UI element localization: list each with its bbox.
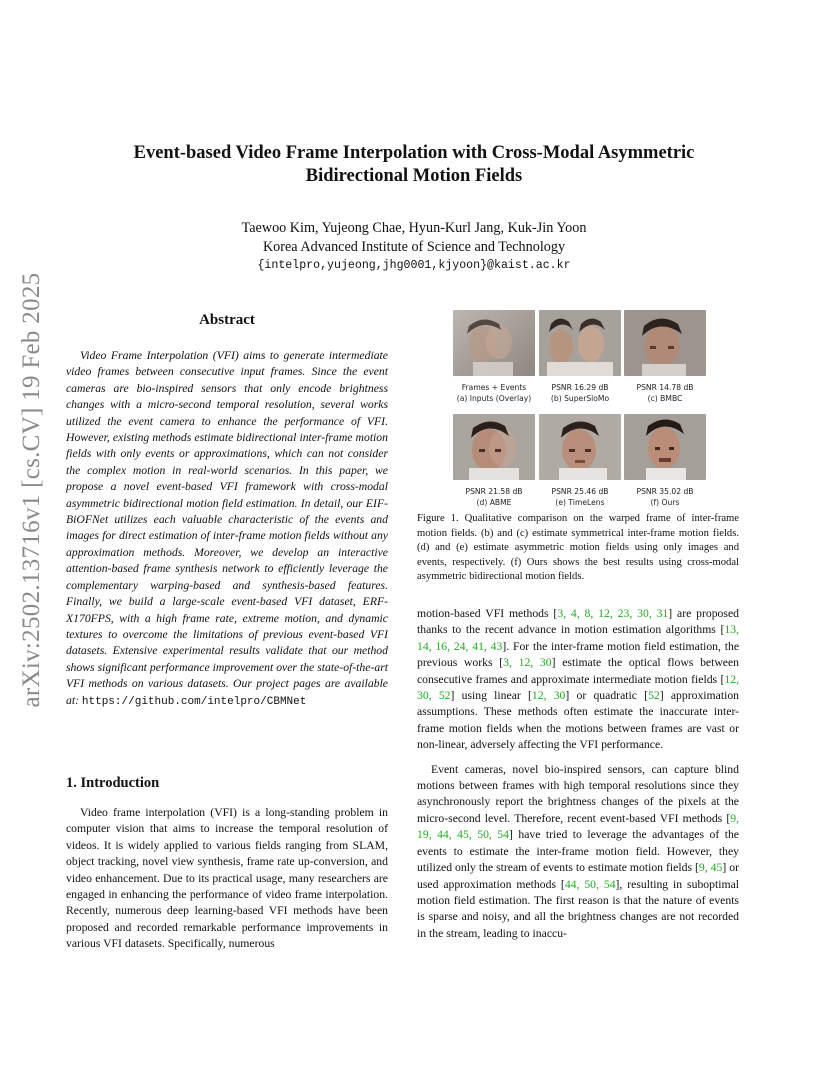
section-heading: 1. Introduction bbox=[66, 775, 160, 791]
citation-link[interactable]: 3, 12, 30 bbox=[503, 656, 552, 670]
citation-link[interactable]: 9, 45 bbox=[698, 861, 723, 875]
affiliation: Korea Advanced Institute of Science and Technology bbox=[262, 239, 566, 255]
citation-link[interactable]: 3, 4, 8, 12, 23, 30, 31 bbox=[557, 607, 669, 620]
panel-e-caption: PSNR 25.46 dB (e) TimeLens bbox=[551, 487, 609, 507]
panel-f-caption: PSNR 35.02 dB (f) Ours bbox=[636, 487, 694, 507]
author-block bbox=[80, 219, 748, 257]
citation-link[interactable]: 13, 14, 16, 24, 41, 43 bbox=[417, 623, 739, 653]
arxiv-stamp: arXiv:2502.13716v1 [cs.CV] 19 Feb 2025 bbox=[18, 272, 45, 708]
figure-image-timelens bbox=[539, 414, 621, 480]
paragraph-motion-based: motion-based VFI methods [3, 4, 8, 12, 23, 30, 31] are proposed thanks to the recent advance in motion estimation algorithms [13, 14, 16, 24, 41, 43]. For the inter-frame motion field estimation, the previous works [3, 12, 30] estimate the optical flows between consecutive frames and approximate intermediate motion fields [12, 30, 52] using linear [12, 30] or quadratic [52] approximation assumptions. These methods often estimate the inaccurate inter-frame motion fields when the motions between frames are vast or non-linear, adversely affecting the VFI performance. bbox=[417, 607, 740, 752]
abstract-heading: Abstract bbox=[199, 312, 255, 328]
figure-image-ours bbox=[624, 414, 706, 480]
emails: {intelpro,yujeong,jhg0001,kjyoon}@kaist.ac.kr bbox=[257, 259, 571, 272]
title-line-1: Event-based Video Frame Interpolation with Cross-Modal Asymmetric bbox=[133, 143, 695, 163]
figure-1 bbox=[448, 310, 706, 510]
title-line-2: Bidirectional Motion Fields bbox=[305, 166, 523, 186]
paragraph-event-cameras: Event cameras, novel bio-inspired sensors, can capture blind motions between frames with high temporal resolutions since they asynchronously report the brightness changes of the pixels at the micro-second level. Therefore, recent event-based VFI methods [9, 19, 44, 45, 50, 54] have tried to leverage the advantages of the events to estimate the inter-frame motion field. However, they utilized only the stream of events to estimate motion fields [9, 45] or used approximation methods [44, 50, 54], resulting in suboptimal motion field estimation. The first reason is that the nature of events is sparse and noisy, and all the brightness changes are not recorded in the stream, leading to inaccu- bbox=[417, 762, 739, 940]
figure-caption: Figure 1. Qualitative comparison on the warped frame of inter-frame motion fields. (b) and (c) estimate symmetrical inter-frame motion fields. (d) and (e) estimate asymmetric motion fields using only images and events, respectively. (f) Ours shows the best results using cross-modal asymmetric bidirectional motion fields. bbox=[417, 513, 739, 583]
figure-image-abme bbox=[453, 414, 535, 480]
citation-link[interactable]: 52 bbox=[648, 689, 660, 703]
abstract-body bbox=[66, 348, 388, 710]
paper-title bbox=[80, 142, 748, 188]
right-column-body bbox=[417, 606, 739, 942]
citation-link[interactable]: 44, 50, 54 bbox=[564, 877, 616, 891]
panel-a-caption: Frames + Events (a) Inputs (Overlay) bbox=[456, 383, 532, 403]
panel-d-caption: PSNR 21.58 dB (d) ABME bbox=[465, 487, 523, 507]
citation-link[interactable]: 9, 19, 44, 45, 50, 54 bbox=[417, 811, 739, 842]
panel-b-caption: PSNR 16.29 dB (b) SuperSloMo bbox=[550, 383, 610, 403]
abstract-text: Video Frame Interpolation (VFI) aims to generate intermediate video frames between consecutive input frames. Since the event cameras are bio-inspired sensors that only encode brightness changes with a micro-second temporal resolution, several works utilized the event camera to enhance the performance of VFI. However, existing methods estimate bidirectional inter-frame motion fields with only events or approximations, which can not consider the complex motion in real-world scenarios. In this paper, we propose a novel event-based VFI framework with cross-modal asymmetric bidirectional motion field estimation. In detail, our EIF-BiOFNet utilizes each valuable characteristic of the events and images for direct estimation of inter-frame motion fields without any approximation methods. Moreover, we develop an interactive attention-based frame synthesis network to efficiently leverage the complementary warping-based and synthesis-based features. Finally, we build a large-scale event-based VFI dataset, ERF-X170FPS, with a high frame rate, extreme motion, and dynamic textures to overcome the limitations of previous event-based VFI datasets. Extensive experimental results validate that our method shows significant performance improvement over the state-of-the-art VFI methods on various datasets. Our project pages are available at: bbox=[66, 349, 388, 707]
citation-link[interactable]: 12, 30 bbox=[531, 689, 566, 703]
project-url[interactable]: https://github.com/intelpro/CBMNet bbox=[81, 695, 307, 708]
figure-image-superslomo bbox=[539, 310, 621, 376]
panel-c-caption: PSNR 14.78 dB (c) BMBC bbox=[636, 383, 694, 403]
citation-link[interactable]: 12, 30, 52 bbox=[417, 672, 739, 703]
figure-image-bmbc bbox=[624, 310, 706, 376]
figure-image-inputs bbox=[453, 310, 535, 376]
intro-paragraph: Video frame interpolation (VFI) is a long-standing problem in computer vision that aims to increase the temporal resolution of videos. It is widely applied to various fields ranging from SLAM, object tracking, novel view synthesis, frame rate up-conversion, and video enhancement. Due to its practical usage, many researchers are engaged in enhancing the performance of video frame interpolation. Recently, numerous deep learning-based VFI methods have been proposed and recorded remarkable performance improvements in various VFI datasets. Specifically, numerous bbox=[66, 806, 388, 951]
authors: Taewoo Kim, Yujeong Chae, Hyun-Kurl Jang, Kuk-Jin Yoon bbox=[241, 220, 587, 236]
